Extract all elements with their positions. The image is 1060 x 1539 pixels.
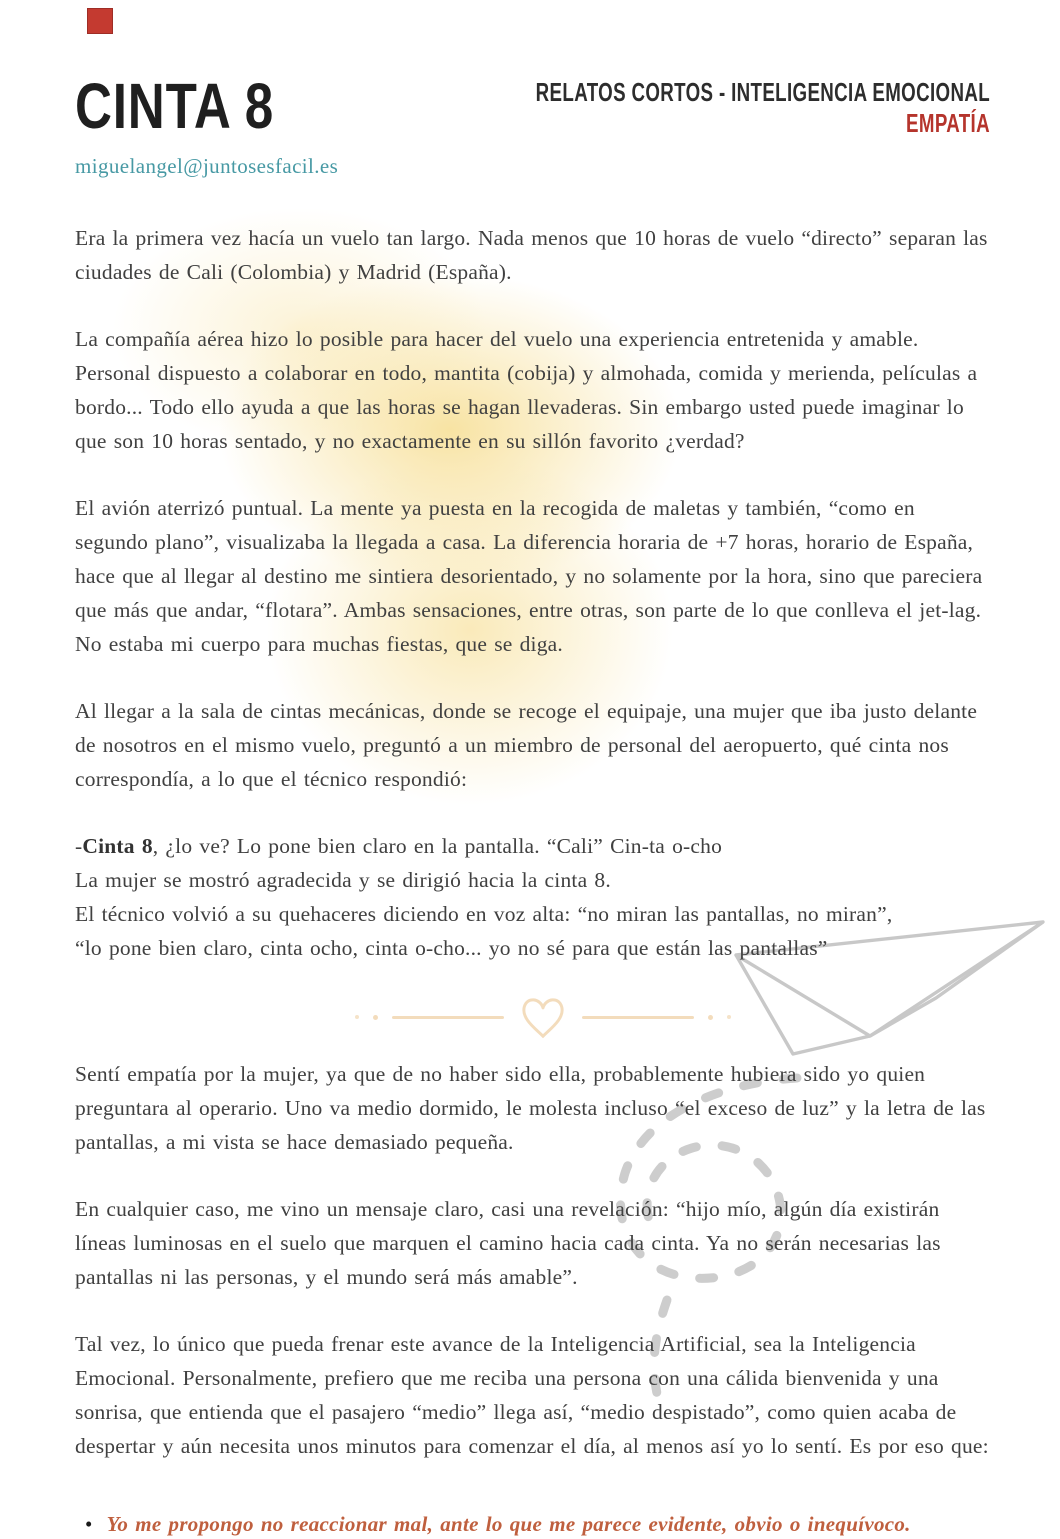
dialogue-line-4: “lo pone bien claro, cinta ocho, cinta o-cho... yo no sé para que están las pantallas” xyxy=(75,936,828,960)
divider-dot-icon xyxy=(373,1015,378,1020)
story-body xyxy=(0,221,1060,1539)
paragraph-closing-1: Sentí empatía por la mujer, ya que de no haber sido ella, probablemente hubiera sido yo quien preguntara al operario. Uno va medio dormido, le molesta incluso “el exceso de luz” y la letra de las pantallas, a mi vista se hace demasiado pequeña. xyxy=(75,1062,986,1154)
series-title: RELATOS CORTOS - INTELIGENCIA EMOCIONAL xyxy=(535,77,990,107)
header-right-block xyxy=(359,78,990,137)
divider-line xyxy=(582,1016,694,1019)
paragraph-intro-3: El avión aterrizó puntual. La mente ya puesta en la recogida de maletas y también, “como en segundo plano”, visualizaba la llegada a casa. La diferencia horaria de +7 horas, horario de España, hace que al llegar al destino me sintiera desorientado, y no solamente por la hora, sino que pareciera que más que andar, “flotara”. Ambas sensaciones, entre otras, son parte de lo que conlleva el jet-lag. No estaba mi cuerpo para muchas fiestas, que se diga. xyxy=(75,496,983,656)
resolution-text: Yo me propongo no reaccionar mal, ante lo que me parece evidente, obvio o inequívoco. xyxy=(106,1512,911,1536)
paragraph-closing-2: En cualquier caso, me vino un mensaje claro, casi una revelación: “hijo mío, algún día existirán líneas luminosas en el suelo que marquen el camino hacia cada cinta. Ya no serán necesarias las pantallas ni las personas, y el mundo será más amable”. xyxy=(75,1197,941,1289)
bullet-dot-icon: • xyxy=(85,1512,93,1536)
heart-divider xyxy=(95,991,990,1043)
paragraph-intro-4: Al llegar a la sala de cintas mecánicas, donde se recoge el equipaje, una mujer que iba justo delante de nosotros en el mismo vuelo, preguntó a un miembro de personal del aeropuerto, qué cinta nos correspondía, a lo que el técnico respondió: xyxy=(75,699,978,791)
topic-title: EMPATÍA xyxy=(906,107,990,138)
heart-icon xyxy=(518,994,568,1040)
dialogue-line-1-rest: , ¿lo ve? Lo pone bien claro en la pantalla. “Cali” Cin-ta o-cho xyxy=(152,834,723,858)
paragraph-closing-3: Tal vez, lo único que pueda frenar este avance de la Inteligencia Artificial, sea la Inteligencia Emocional. Personalmente, prefiero que me reciba una persona con una cálida bienvenida y una sonrisa, que entienda que el pasajero “medio” llega así, “medio despistado”, como quien acaba de despertar y aún necesita unos minutos para comenzar el día, al menos así yo lo sentí. Es por eso que: xyxy=(75,1332,989,1458)
divider-dot-icon xyxy=(708,1015,713,1020)
divider-dot-icon xyxy=(727,1015,731,1019)
dialogue-line-2: La mujer se mostró agradecida y se dirigió hacia la cinta 8. xyxy=(75,868,611,892)
paragraph-intro-1: Era la primera vez hacía un vuelo tan largo. Nada menos que 10 horas de vuelo “directo” separan las ciudades de Cali (Colombia) y Madrid (España). xyxy=(75,226,988,284)
dialogue-cinta8: Cinta 8 xyxy=(82,834,153,858)
resolution-bullet xyxy=(75,1509,990,1539)
paragraph-intro-2: La compañía aérea hizo lo posible para hacer del vuelo una experiencia entretenida y amable. Personal dispuesto a colaborar en todo, mantita (cobija) y almohada, comida y merienda, películas a bordo... Todo ello ayuda a que las horas se hagan llevaderas. Sin embargo usted puede imaginar lo que son 10 horas sentado, y no exactamente en su sillón favorito ¿verdad? xyxy=(75,327,978,453)
page-title: CINTA 8 xyxy=(75,70,275,142)
dialogue-block xyxy=(75,829,990,965)
divider-dot-icon xyxy=(355,1015,359,1019)
divider-line xyxy=(392,1016,504,1019)
dialogue-line-1 xyxy=(75,829,990,863)
dialogue-line-3: El técnico volvió a su quehaceres diciendo en voz alta: “no miran las pantallas, no miran”, xyxy=(75,902,893,926)
dialogue-dash: - xyxy=(75,834,83,858)
author-email-link[interactable]: miguelangel@juntosesfacil.es xyxy=(75,154,339,178)
page-header xyxy=(0,0,1060,142)
red-square-marker xyxy=(87,8,113,34)
